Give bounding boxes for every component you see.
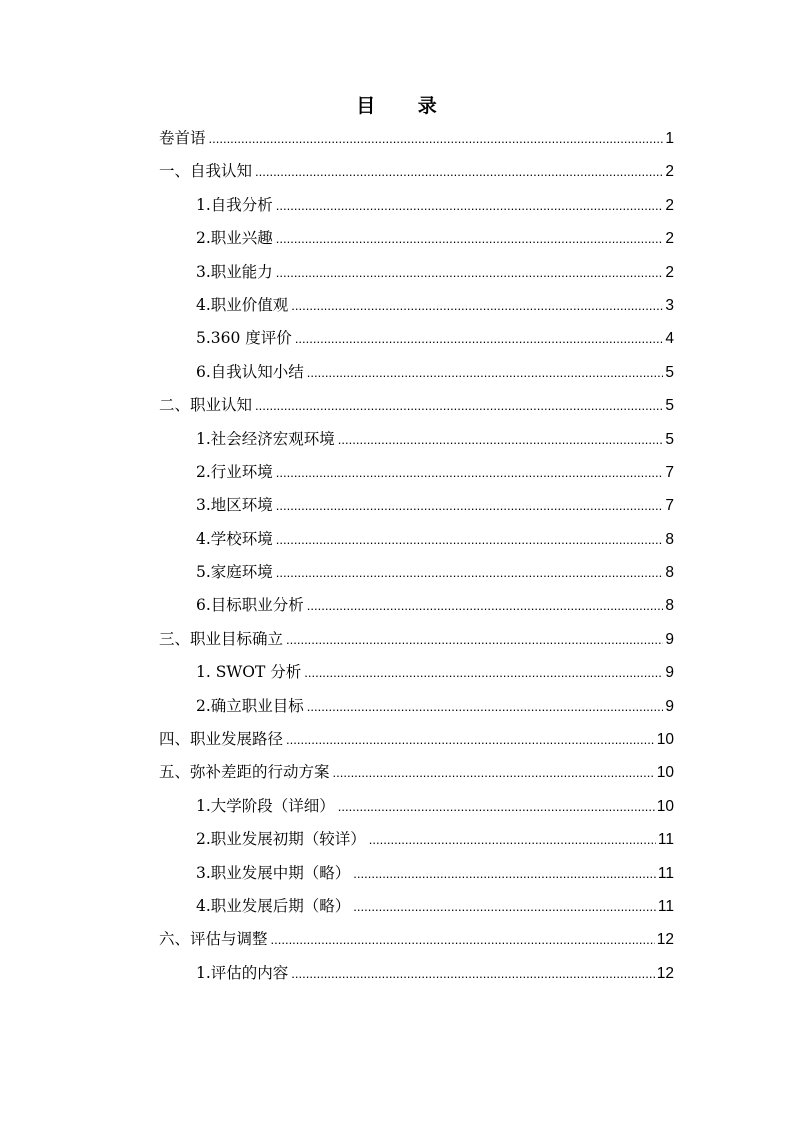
- toc-title: 目 录: [356, 95, 455, 117]
- toc-entry[interactable]: [159, 923, 674, 956]
- toc-entry-page-number: 10: [656, 797, 674, 815]
- toc-entry-label: 4.职业价值观: [196, 295, 289, 314]
- toc-list: [159, 122, 674, 990]
- toc-entry[interactable]: [159, 623, 674, 656]
- toc-entry-label: 6.自我认知小结: [196, 362, 304, 381]
- toc-entry[interactable]: [159, 857, 674, 890]
- toc-entry[interactable]: [159, 155, 674, 188]
- toc-entry[interactable]: [159, 423, 674, 456]
- toc-entry-label: 1.社会经济宏观环境: [196, 429, 335, 448]
- toc-entry-page-number: 5: [665, 363, 674, 381]
- toc-entry[interactable]: [159, 256, 674, 289]
- toc-entry-label: 2.职业发展初期（较详）: [196, 830, 366, 849]
- toc-entry-page-number: 12: [656, 964, 674, 982]
- toc-entry-page-number: 5: [665, 397, 674, 415]
- toc-entry-page-number: 11: [657, 831, 674, 849]
- dot-leader: [353, 890, 656, 923]
- toc-entry-page-number: 3: [665, 296, 674, 314]
- dot-leader: [353, 857, 656, 890]
- toc-entry-label: 3.职业发展中期（略）: [196, 863, 351, 882]
- toc-entry-page-number: 7: [665, 463, 674, 481]
- toc-entry[interactable]: [159, 389, 674, 422]
- toc-entry-label: 二、职业认知: [159, 396, 253, 415]
- toc-entry-label: 1.大学阶段（详细）: [196, 796, 335, 815]
- toc-entry-label: 六、评估与调整: [159, 930, 268, 949]
- toc-entry-label: 2.行业环境: [196, 462, 273, 481]
- dot-leader: [255, 389, 663, 422]
- toc-entry[interactable]: [159, 723, 674, 756]
- toc-entry-label: 3.地区环境: [196, 496, 273, 515]
- dot-leader: [291, 957, 654, 990]
- toc-entry[interactable]: [159, 189, 674, 222]
- toc-entry-label: 一、自我认知: [159, 162, 253, 181]
- toc-entry-page-number: 7: [665, 497, 674, 515]
- toc-entry[interactable]: [159, 289, 674, 322]
- toc-entry[interactable]: [159, 489, 674, 522]
- toc-entry-page-number: 12: [656, 931, 674, 949]
- dot-leader: [276, 222, 664, 255]
- toc-entry-label: 5.家庭环境: [196, 563, 273, 582]
- toc-entry-page-number: 2: [665, 230, 674, 248]
- toc-entry[interactable]: [159, 656, 674, 689]
- toc-entry[interactable]: [159, 322, 674, 355]
- toc-entry-label: 2.职业兴趣: [196, 229, 273, 248]
- toc-entry-page-number: 10: [656, 731, 674, 749]
- toc-entry-label: 2.确立职业目标: [196, 696, 304, 715]
- toc-entry-page-number: 4: [665, 330, 674, 348]
- dot-leader: [307, 690, 664, 723]
- toc-entry[interactable]: [159, 523, 674, 556]
- toc-entry[interactable]: [159, 756, 674, 789]
- dot-leader: [286, 723, 655, 756]
- toc-entry-label: 1. SWOT 分析: [196, 663, 302, 682]
- toc-entry-page-number: 9: [665, 630, 674, 648]
- toc-entry[interactable]: [159, 456, 674, 489]
- toc-entry[interactable]: [159, 690, 674, 723]
- toc-entry[interactable]: [159, 790, 674, 823]
- dot-leader: [276, 256, 664, 289]
- dot-leader: [276, 489, 664, 522]
- toc-entry[interactable]: [159, 890, 674, 923]
- toc-entry[interactable]: [159, 122, 674, 155]
- toc-entry-page-number: 11: [657, 864, 674, 882]
- toc-entry[interactable]: [159, 356, 674, 389]
- dot-leader: [333, 756, 655, 789]
- toc-entry-label: 五、弥补差距的行动方案: [159, 763, 330, 782]
- toc-entry-page-number: 2: [665, 163, 674, 181]
- toc-entry-label: 4.职业发展后期（略）: [196, 896, 351, 915]
- toc-entry-page-number: 1: [665, 130, 674, 147]
- toc-entry[interactable]: [159, 957, 674, 990]
- toc-entry-page-number: 9: [665, 664, 674, 682]
- dot-leader: [276, 523, 664, 556]
- dot-leader: [307, 589, 664, 622]
- toc-entry-label: 1.自我分析: [196, 195, 273, 214]
- dot-leader: [209, 122, 664, 155]
- toc-entry-page-number: 8: [665, 564, 674, 582]
- toc-entry-label: 三、职业目标确立: [159, 629, 284, 648]
- toc-entry[interactable]: [159, 556, 674, 589]
- dot-leader: [304, 656, 663, 689]
- toc-entry-page-number: 8: [665, 597, 674, 615]
- dot-leader: [369, 823, 656, 856]
- toc-entry-label: 1.评估的内容: [196, 963, 289, 982]
- toc-entry-label: 3.职业能力: [196, 262, 273, 281]
- toc-entry-page-number: 10: [656, 764, 674, 782]
- toc-entry-label: 6.目标职业分析: [196, 596, 304, 615]
- toc-entry-page-number: 5: [665, 430, 674, 448]
- dot-leader: [276, 189, 664, 222]
- dot-leader: [286, 623, 663, 656]
- dot-leader: [276, 556, 664, 589]
- toc-entry-label: 4.学校环境: [196, 529, 273, 548]
- toc-entry-page-number: 2: [665, 263, 674, 281]
- toc-entry-page-number: 11: [657, 897, 674, 915]
- toc-entry-page-number: 9: [665, 697, 674, 715]
- dot-leader: [276, 456, 664, 489]
- toc-entry[interactable]: [159, 222, 674, 255]
- dot-leader: [255, 155, 663, 188]
- toc-entry[interactable]: [159, 589, 674, 622]
- dot-leader: [295, 322, 664, 355]
- toc-entry-page-number: 8: [665, 530, 674, 548]
- toc-entry-page-number: 2: [665, 196, 674, 214]
- dot-leader: [307, 356, 664, 389]
- toc-entry-label: 四、职业发展路径: [159, 730, 284, 749]
- toc-entry-label: 5.360 度评价: [196, 329, 292, 348]
- dot-leader: [338, 423, 664, 456]
- toc-entry-label: 卷首语: [159, 129, 206, 147]
- dot-leader: [271, 923, 655, 956]
- dot-leader: [338, 790, 655, 823]
- dot-leader: [291, 289, 663, 322]
- toc-entry[interactable]: [159, 823, 674, 856]
